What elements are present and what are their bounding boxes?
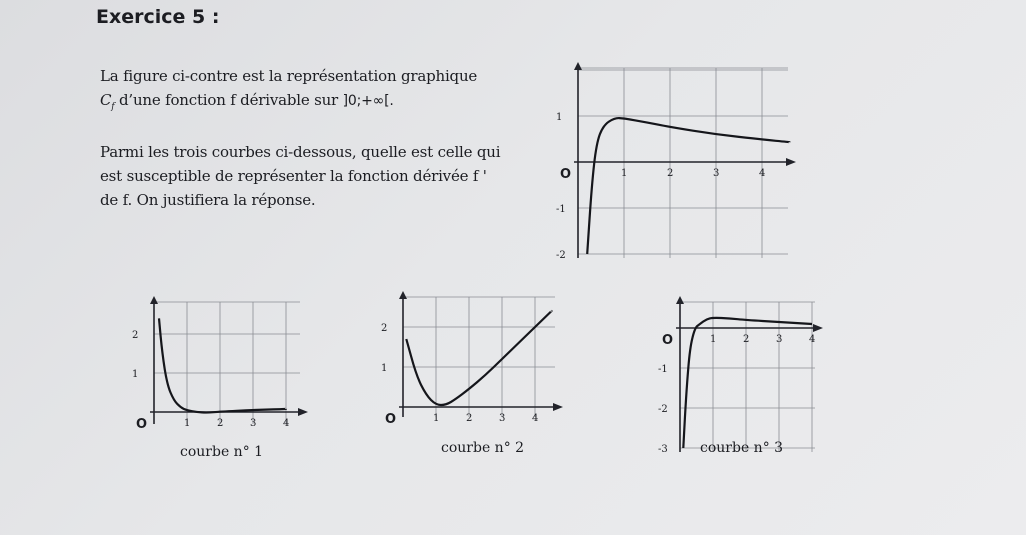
y-axis-arrow bbox=[574, 62, 582, 70]
x-tick-label: 3 bbox=[499, 413, 506, 424]
curve-subscript: f bbox=[111, 102, 115, 112]
y-tick-label: 1 bbox=[381, 363, 388, 374]
intro-line-1: La figure ci-contre est la représentation graphique bbox=[100, 67, 478, 85]
curve-line bbox=[159, 318, 286, 412]
x-tick-label: 3 bbox=[713, 168, 720, 179]
x-tick-label: 4 bbox=[809, 334, 816, 345]
curve-line bbox=[406, 311, 551, 405]
y-tick-label: -1 bbox=[556, 204, 566, 215]
intro-line-2-text: d’une fonction f dérivable sur bbox=[114, 91, 343, 109]
grid bbox=[154, 302, 300, 424]
x-axis-arrow bbox=[298, 408, 308, 416]
x-tick-label: 1 bbox=[621, 168, 628, 179]
x-tick-label: 1 bbox=[184, 418, 191, 429]
x-tick-label: 4 bbox=[532, 413, 539, 424]
y-tick-label: 2 bbox=[132, 330, 139, 341]
x-tick-label: 2 bbox=[743, 334, 750, 345]
graph-courbe-1 bbox=[110, 292, 310, 442]
y-tick-label: 2 bbox=[381, 323, 388, 334]
y-axis-arrow bbox=[399, 291, 407, 299]
intro-paragraph bbox=[100, 64, 560, 119]
origin-label: O bbox=[662, 333, 674, 348]
question-line-2: est susceptible de représenter la fonction dérivée f ' bbox=[100, 167, 487, 185]
caption-courbe-2: courbe n° 2 bbox=[441, 440, 525, 456]
curve-line bbox=[587, 118, 789, 254]
x-tick-label: 2 bbox=[667, 168, 674, 179]
domain-interval: ]0;+∞[. bbox=[342, 93, 394, 109]
graph-cf bbox=[530, 58, 800, 270]
y-tick-label: -3 bbox=[658, 444, 668, 455]
exercise-title: Exercice 5 : bbox=[96, 6, 220, 28]
x-axis-arrow bbox=[786, 158, 796, 166]
x-tick-label: 4 bbox=[283, 418, 290, 429]
x-tick-label: 3 bbox=[250, 418, 257, 429]
x-tick-label: 2 bbox=[217, 418, 224, 429]
y-axis-arrow bbox=[676, 296, 684, 304]
origin-label: O bbox=[136, 417, 148, 432]
y-tick-label: -1 bbox=[658, 364, 668, 375]
y-tick-label: -2 bbox=[556, 250, 566, 261]
y-tick-label: 1 bbox=[556, 112, 563, 123]
origin-label: O bbox=[385, 412, 397, 427]
x-tick-label: 1 bbox=[433, 413, 440, 424]
origin-label: O bbox=[560, 167, 572, 182]
question-line-1: Parmi les trois courbes ci-dessous, quelle est celle qui bbox=[100, 143, 501, 161]
caption-courbe-3: courbe n° 3 bbox=[700, 440, 784, 456]
graph-courbe-3 bbox=[620, 292, 825, 455]
x-tick-label: 2 bbox=[466, 413, 473, 424]
y-axis-arrow bbox=[150, 296, 158, 304]
caption-courbe-1: courbe n° 1 bbox=[180, 444, 264, 460]
question-paragraph bbox=[100, 140, 560, 212]
curve-name: C bbox=[100, 91, 112, 109]
x-tick-label: 4 bbox=[759, 168, 766, 179]
x-axis-arrow bbox=[553, 403, 563, 411]
intro-line-2 bbox=[100, 88, 560, 119]
question-line-3: de f. On justifiera la réponse. bbox=[100, 191, 316, 209]
graph-courbe-2 bbox=[360, 285, 565, 445]
grid bbox=[578, 68, 788, 258]
x-tick-label: 3 bbox=[776, 334, 783, 345]
x-tick-label: 1 bbox=[710, 334, 717, 345]
x-axis-arrow bbox=[813, 324, 823, 332]
y-tick-label: -2 bbox=[658, 404, 668, 415]
y-tick-label: 1 bbox=[132, 369, 139, 380]
grid bbox=[403, 297, 555, 417]
